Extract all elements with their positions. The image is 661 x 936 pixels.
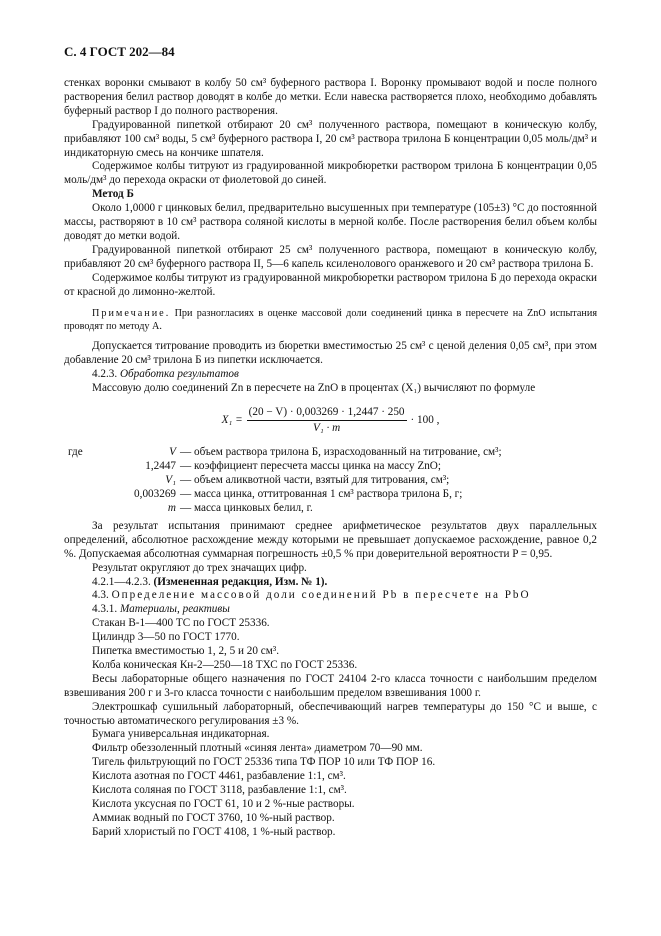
page-header: С. 4 ГОСТ 202—84 bbox=[64, 44, 175, 59]
definition-text: — коэффициент пересчета массы цинка на массу ZnO; bbox=[180, 460, 441, 473]
paragraph: Результат округляют до трех значащих цифр. bbox=[92, 561, 307, 574]
definition-row bbox=[64, 488, 597, 502]
definition-symbol: V₁ bbox=[165, 474, 176, 487]
formula-tail: · 100 , bbox=[410, 413, 440, 426]
list-item: Кислота уксусная по ГОСТ 61, 10 и 2 %-ные растворы. bbox=[92, 798, 355, 810]
definition-text: — объем раствора трилона Б, израсходованный на титрование, см³; bbox=[180, 446, 502, 459]
amendment-note bbox=[64, 576, 597, 590]
formula-numerator: (20 − V) · 0,003269 · 1,2447 · 250 bbox=[247, 406, 407, 422]
amendment-ref: 4.2.1—4.2.3. bbox=[92, 575, 151, 588]
definition-text: — масса цинковых белил, г. bbox=[180, 501, 313, 514]
formula bbox=[64, 406, 597, 437]
paragraph: За результат испытания принимают среднее арифметическое результатов двух параллельных определений, абсолютное расхождение между которыми не превышает допускаемое расхождение, равное 0,2 %. Допускаемая абсолютная суммарная погрешность ±0,5 % при доверительной вероятности P = 0,95. bbox=[64, 519, 597, 560]
paragraph: Содержимое колбы титруют из градуированной микробюретки раствором трилона Б концентрации 0,05 моль/дм³ до перехода окраски от фиолетовой до синей. bbox=[64, 160, 597, 187]
paragraph: Содержимое колбы титруют из градуированной микробюретки раствором трилона Б до перехода окраски от красной до лимонно-желтой. bbox=[64, 271, 597, 298]
section-title: Определение массовой доли соединений Pb в пересчете на PbO bbox=[111, 589, 531, 602]
document-body bbox=[64, 77, 597, 840]
method-b-heading: Метод Б bbox=[92, 188, 134, 201]
paragraph: Массовую долю соединений Zn в пересчете на ZnO в процентах (X₁) вычисляют по формуле bbox=[92, 381, 536, 394]
list-item: Цилиндр 3—50 по ГОСТ 1770. bbox=[92, 631, 240, 644]
definition-text: — масса цинка, оттитрованная 1 см³ раствора трилона Б, г; bbox=[180, 488, 463, 501]
section-number: 4.2.3. bbox=[92, 367, 118, 380]
list-item: Фильтр обеззоленный плотный «синяя лента» диаметром 70—90 мм. bbox=[92, 742, 423, 755]
paragraph: Допускается титрование проводить из бюретки вместимостью 25 см³ с ценой деления 0,05 см³, при этом добавление 20 см³ трилона Б из пипетки исключается. bbox=[64, 339, 597, 366]
section-4-3-1-heading bbox=[64, 603, 597, 617]
paragraph: Градуированной пипеткой отбирают 25 см³ полученного раствора, помещают в коническую колбу, прибавляют 20 см³ буферного раствора II, 5—6 капель ксиленолового оранжевого и 20 см³ раствора трилона Б. bbox=[64, 243, 597, 270]
amendment-text: (Измененная редакция, Изм. № 1). bbox=[153, 575, 328, 588]
formula-denominator: V₁ · m bbox=[312, 422, 341, 435]
paragraph: Около 1,0000 г цинковых белил, предварительно высушенных при температуре (105±3) °С до постоянной массы, растворяют в 10 см³ раствора соляной кислоты в мерной колбе. После растворения белил объем колбы доводят до метки водой. bbox=[64, 202, 597, 242]
list-item: Кислота азотная по ГОСТ 4461, разбавление 1:1, см³. bbox=[92, 770, 346, 783]
definition-symbol: 1,2447 bbox=[145, 460, 176, 473]
section-number: 4.3. bbox=[92, 589, 109, 602]
note-label: Примечание. bbox=[92, 307, 171, 319]
section-title: Обработка результатов bbox=[119, 367, 239, 380]
definition-row bbox=[64, 502, 597, 516]
list-item: Электрошкаф сушильный лабораторный, обеспечивающий нагрев температуры до 150 °С и выше, с точностью автоматического регулирования ±3 %. bbox=[64, 700, 597, 727]
list-item: Тигель фильтрующий по ГОСТ 25336 типа ТФ ПОР 10 или ТФ ПОР 16. bbox=[92, 756, 436, 769]
list-item: Бумага универсальная индикаторная. bbox=[92, 728, 270, 741]
paragraph: Градуированной пипеткой отбирают 20 см³ полученного раствора, помещают в коническую колбу, прибавляют 100 см³ воды, 5 см³ буферного раствора I, 20 см³ раствора трилона Б концентрации 0,05 моль/дм³ и индикаторную смесь на кончике шпателя. bbox=[64, 118, 597, 159]
definition-row bbox=[64, 446, 597, 460]
definitions-list bbox=[64, 446, 597, 516]
where-label: где bbox=[68, 446, 83, 459]
definition-symbol: где V bbox=[68, 446, 176, 459]
paragraph-continuation: стенках воронки смывают в колбу 50 см³ буферного раствора I. Воронку промывают водой и после полного растворения белил раствор доводят в колбе до метки. Если навеска растворяется плохо, необходимо добавлять буферный раствор I до полного растворения. bbox=[64, 77, 597, 117]
section-4-2-3-heading bbox=[64, 368, 597, 382]
section-title: Материалы, реактивы bbox=[119, 603, 230, 616]
definition-symbol: 0,003269 bbox=[134, 488, 176, 501]
definition-row bbox=[64, 460, 597, 474]
list-item: Аммиак водный по ГОСТ 3760, 10 %-ный раствор. bbox=[92, 811, 335, 824]
section-number: 4.3.1. bbox=[92, 603, 118, 616]
list-item: Барий хлористый по ГОСТ 4108, 1 %-ный раствор. bbox=[92, 825, 336, 838]
list-item: Колба коническая Кн-2—250—18 ТХС по ГОСТ 25336. bbox=[92, 658, 358, 671]
note-text: При разногласиях в оценке массовой доли соединений цинка в пересчете на ZnO испытания проводят по методу А. bbox=[64, 307, 597, 332]
section-4-3-heading bbox=[64, 589, 597, 603]
definition-text: — объем аликвотной части, взятый для титрования, см³; bbox=[180, 474, 450, 487]
list-item: Весы лабораторные общего назначения по ГОСТ 24104 2-го класса точности с наибольшим пределом взвешивания 200 г и 3-го класса точности с наибольшим пределом взвешивания 1000 г. bbox=[64, 672, 597, 699]
formula-fraction bbox=[247, 406, 407, 437]
list-item: Стакан В-1—400 ТС по ГОСТ 25336. bbox=[92, 617, 270, 630]
definition-row bbox=[64, 474, 597, 488]
definition-symbol: m bbox=[167, 501, 176, 514]
list-item: Пипетка вместимостью 1, 2, 5 и 20 см³. bbox=[92, 645, 279, 658]
note bbox=[64, 307, 597, 333]
formula-lhs: X₁ = bbox=[221, 413, 243, 426]
list-item: Кислота соляная по ГОСТ 3118, разбавление 1:1, см³. bbox=[92, 784, 347, 797]
